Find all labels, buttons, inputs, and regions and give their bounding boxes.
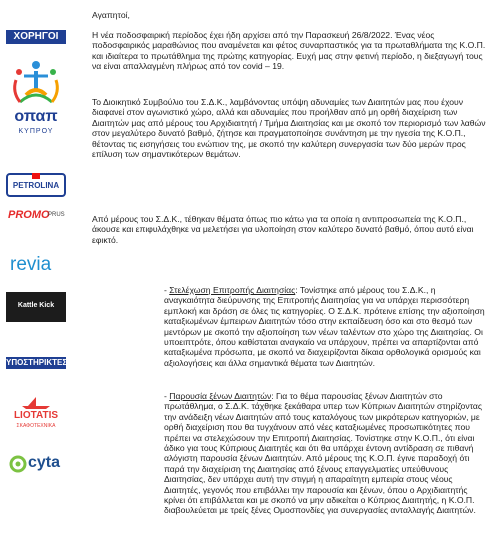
opap-logo-text: οπαπ (14, 108, 58, 125)
bullet-text-foreign: : Για το θέμα παρουσίας ξένων Διαιτητών στο πρωτάθλημα, ο Σ.Δ.Κ. τάχθηκε ξεκάθαρα υπερ των Κύπριων Διαιτητών στηρίζοντας την ανάδειξη νέων Διαιτητών από τους καταλόγους των μικρότερων κατηγοριών, με ορθή διαχείριση που θα τυγχάνουν από νέες καταξιωμένες προσωπικότητες που πρέπει να στελεχώσουν την Επιτροπή Διαιτησίας. Τονίστηκε στην Κ.Ο.Π., ότι είναι άδικο για τους Κύπριους Διαιτητές και ότι θα υπάρχει έντονη αντίδραση σε πιθανή αλόγιστη παρουσία ξένων Διαιτητών. Από μέρους της Κ.Ο.Π. έγινε παραδοχή ότι παρά την διαχείριση της Διαιτησίας από ξένους επαγγελματίες υπεύθυνους Διαιτησίας, δεν υπάρχει αυτή την στιγμή η απαραίτητη εμπειρία στους νέους Διαιτητές, γεγονός που επιβάλλει την παρουσία και ξένων, όπου ο Αρχιδιαιτητής κρίνει ότι επιβάλλεται και με σκοπό να μην αδικείται ο Κύπριος Διαιτητής, η Κ.Ο.Π. διαβουλεύεται με τρείς ξένες Ομοσπονδίες για συνεργασίες ανταλλαγής Διαιτητών. (164, 391, 482, 516)
kattle-kick-logo (6, 292, 66, 322)
promo-logo-suffix: PRUS (48, 212, 65, 218)
paragraph-board: Το Διοικητικό Συμβούλιο του Σ.Δ.Κ., λαμβάνοντας υπόψη αδυναμίες των Διαιτητών μας που έχουν διαφανεί στον αγωνιστικό χώρο, αλλά και αδυναμίες που προήλθαν από μη ορθή διαχείριση των Διαιτητών μας από μέρους του Αρχιδιαιτητή / Τμήμα Διαιτησίας και με σκοπό τον περιορισμό των λαθών στον μεγαλύτερο δυνατό βαθμό, ζήτησε και πραγματοποίησε συνάντηση με την ηγεσία της Κ.Ο.Π., θέτοντας τις εισηγήσεις του ενώπιον της, με σκοπό την καλύτερη συνεργασία των δύο μερών προς επίλυση των σημαντικότερων θεμάτων. (92, 97, 486, 160)
bullet-marker: - (164, 391, 170, 401)
revia-logo-text: revia (10, 254, 52, 275)
revia-logo (6, 252, 66, 278)
sponsors-sidebar (0, 0, 74, 543)
supporters-heading: ΥΠΟΣΤΗΡΙΚΤΕΣ (6, 358, 68, 367)
bullet-refereeing-committee (164, 285, 486, 368)
opap-logo (6, 50, 66, 150)
greeting: Αγαπητοί, (92, 10, 130, 20)
bullet-foreign-referees (164, 391, 486, 516)
cyta-logo-text: cyta (28, 454, 61, 471)
liotatis-logo-subtext: ΣΚΑΦΟΤΕΧΝΙΚΑ (16, 423, 56, 429)
paragraph-topics: Από μέρους του Σ.Δ.Κ., τέθηκαν θέματα όπως πιο κάτω για τα οποία η αντιπροσωπεία της Κ.Ο.Π., άκουσε και επιφυλάχθηκε να μελετήσει για υλοποίηση στον καλύτερο δυνατό βαθμό, όπου αυτό είναι εφικτό. (92, 214, 474, 245)
liotatis-boat-icon (6, 396, 66, 410)
bullet-heading-committee: Στελέχωση Επιτροπής Διαιτησίας (169, 285, 296, 295)
bullet-text-committee: : Τονίστηκε από μέρους του Σ.Δ.Κ., η αναγκαιότητα διεύρυνσης της Επιτροπής Διαιτησίας για να υπάρχει περισσότερη εμπλοκή και δράση σε όλες τις κατηγορίες. Ο Σ.Δ.Κ. πρότεινε επίσης την αξιοποίηση καταξιωμένων έμπειρων Διαιτητών τόσο στην εκπαίδευση όσο και στο θεσμό των μεντόρων με σκοπό την αξιοποίηση των νέων ταλέντων στο χώρο της Διαιτησίας. Οι υποειπτρότε, όπου καθίσταται αναγκαίο να υπάρχουν, πρέπει να απαρτίζονται από καταξιωμένα πρόσωπα, με σκοπό να διαχειρίζονται δίκαια ορθολογικά ορισμούς και αξιολογήσεις και άλλα σημαντικά θέματα των Διαιτητών. (164, 285, 485, 368)
paragraph-intro: Η νέα ποδοσφαιρική περίοδος έχει ήδη αρχίσει από την Παρασκευή 26/8/2022. Ένας νέος ποδοσφαιρικός μαραθώνιος που αναμένεται και φέτος συναρπαστικός για τα πρωταθλήματα της Κ.Ο.Π. και ιδιαίτερα το πρωτάθλημα της πρώτης κατηγορίας. Ευχή μας στην φετινή περίοδο, η διεξαγωγή τους να είναι απαλλαγμένη πλήρως από τον covid – 19. (92, 30, 486, 72)
opap-logo-subtext: ΚΥΠΡΟΥ (18, 128, 54, 135)
opap-emblem-icon (6, 50, 66, 150)
liotatis-logo (6, 396, 66, 436)
bullet-marker: - (164, 285, 170, 295)
cyta-logo (6, 452, 66, 476)
petrolina-logo (6, 173, 66, 197)
sponsors-heading: ΧΟΡΗΓΟΙ (6, 30, 66, 44)
petrolina-logo-text: PETROLINA (12, 181, 60, 190)
cyta-swirl-icon (9, 455, 27, 473)
liotatis-logo-text: LIOTATIS (13, 410, 59, 421)
bullet-heading-foreign: Παρουσία ξένων Διαιτητών (169, 391, 272, 401)
petrolina-flame-icon (32, 173, 40, 179)
kattle-kick-logo-text: Kattle Kick (17, 302, 55, 309)
promo-logo-text: PROMO (8, 209, 50, 221)
promo-logo (6, 208, 66, 224)
